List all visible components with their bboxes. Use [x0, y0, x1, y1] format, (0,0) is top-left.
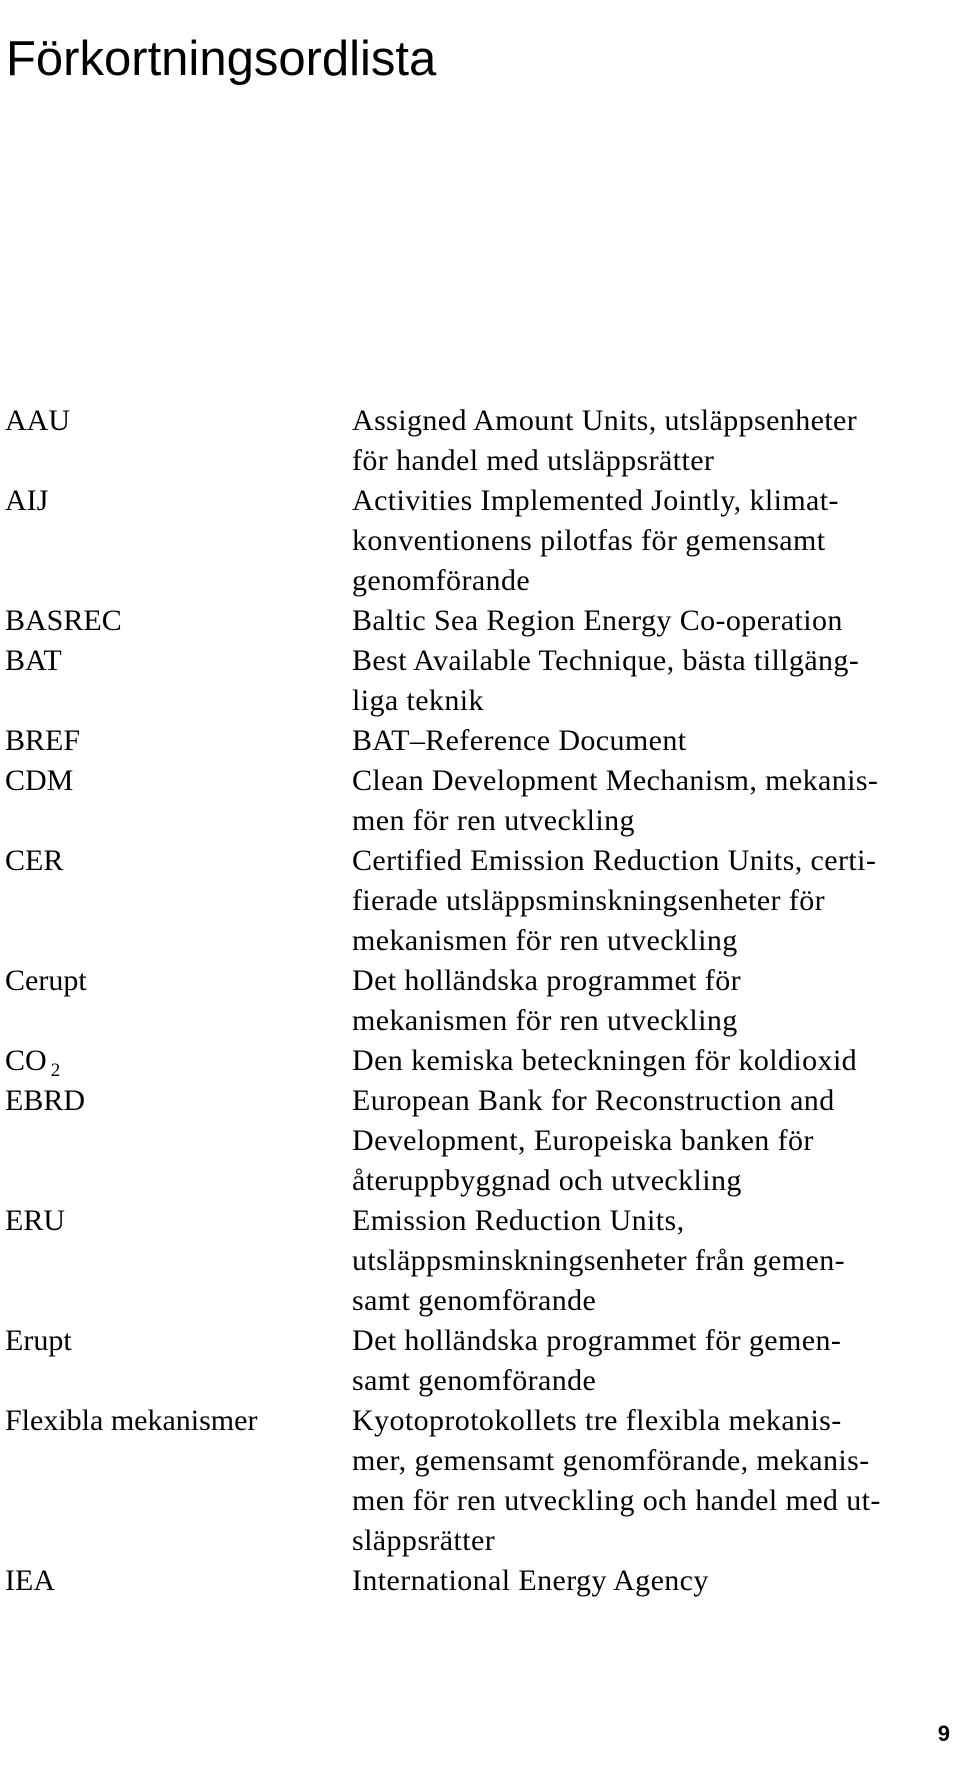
- glossary-definition-line: BAT–Reference Document: [352, 724, 687, 757]
- glossary-term: [5, 1561, 55, 1601]
- glossary-definition-line: Clean Development Mechanism, mekanis-: [352, 764, 879, 797]
- glossary-term: [5, 401, 70, 441]
- glossary-entry: [0, 1201, 960, 1321]
- glossary-definition-line: konventionens pilotfas för gemensamt: [352, 524, 826, 557]
- glossary-term-text: IEA: [5, 1564, 55, 1597]
- glossary-definition-line: men för ren utveckling och handel med ut-: [352, 1484, 881, 1517]
- glossary-definition-line: genomförande: [352, 564, 531, 597]
- glossary-term: [5, 761, 73, 801]
- glossary-definition: [352, 401, 959, 481]
- glossary-definition: [352, 1321, 959, 1401]
- glossary-term: [5, 961, 87, 1001]
- glossary-definition-line: fierade utsläppsminskningsenheter för: [352, 884, 826, 917]
- glossary-entry: [0, 1561, 960, 1601]
- page-title: Förkortningsordlista: [6, 31, 437, 86]
- glossary-term-text: BAT: [5, 644, 62, 677]
- glossary-definition: [352, 961, 959, 1041]
- glossary-term: [5, 1081, 85, 1121]
- glossary-entry: [0, 601, 960, 641]
- glossary-term: [5, 1401, 257, 1441]
- glossary-definition-line: för handel med utsläppsrätter: [352, 444, 715, 477]
- glossary-term-text: Erupt: [5, 1324, 72, 1357]
- glossary-term-text: BASREC: [5, 604, 122, 637]
- glossary-definition-line: European Bank for Reconstruction and: [352, 1084, 835, 1117]
- glossary-definition: [352, 841, 959, 961]
- glossary-definition-line: Baltic Sea Region Energy Co-operation: [352, 604, 843, 637]
- glossary-definition-line: mekanismen för ren utveckling: [352, 924, 738, 957]
- glossary-definition: [352, 721, 959, 761]
- glossary-term: [5, 1201, 65, 1241]
- glossary-definition: [352, 1081, 959, 1201]
- glossary-entry: [0, 1321, 960, 1401]
- glossary-term: [5, 601, 122, 641]
- glossary-definition-line: släppsrätter: [352, 1524, 496, 1557]
- glossary-definition-line: men för ren utveckling: [352, 804, 635, 837]
- glossary-entry: [0, 761, 960, 841]
- glossary-definition-line: Best Available Technique, bästa tillgäng-: [352, 644, 860, 677]
- glossary-definition-line: liga teknik: [352, 684, 484, 717]
- glossary-definition: [352, 641, 959, 721]
- glossary-definition-line: Assigned Amount Units, utsläppsenheter: [352, 404, 858, 437]
- glossary-term-text: AIJ: [5, 484, 49, 517]
- glossary-definition: [352, 481, 959, 601]
- glossary-definition-line: mer, gemensamt genomförande, mekanis-: [352, 1444, 870, 1477]
- glossary-definition-line: mekanismen för ren utveckling: [352, 1004, 738, 1037]
- glossary-term-text: CER: [5, 844, 64, 877]
- glossary-term-text: AAU: [5, 404, 70, 437]
- glossary-term: [5, 721, 80, 761]
- glossary-definition-line: International Energy Agency: [352, 1564, 709, 1597]
- glossary-term-text: Flexibla mekanismer: [5, 1404, 258, 1437]
- glossary-entry: [0, 841, 960, 961]
- glossary-term-text: Cerupt: [5, 964, 87, 997]
- glossary-entry: [0, 1041, 960, 1081]
- glossary-term-subscript: 2: [50, 1060, 61, 1081]
- page-number: 9: [937, 1721, 950, 1746]
- glossary-term: [5, 841, 63, 881]
- glossary-definition-line: Development, Europeiska banken för: [352, 1124, 814, 1157]
- abbreviation-glossary: [0, 401, 960, 1601]
- glossary-term-text: EBRD: [5, 1084, 86, 1117]
- glossary-definition-line: samt genomförande: [352, 1284, 597, 1317]
- glossary-entry: [0, 401, 960, 481]
- glossary-definition: [352, 1561, 959, 1601]
- glossary-definition: [352, 601, 959, 641]
- glossary-definition-line: återuppbyggnad och utveckling: [352, 1164, 742, 1197]
- glossary-term: [5, 481, 48, 521]
- glossary-definition-line: Emission Reduction Units,: [352, 1204, 685, 1237]
- glossary-definition: [352, 1041, 959, 1081]
- glossary-definition-line: utsläppsminskningsenheter från gemen-: [352, 1244, 846, 1277]
- glossary-definition-line: Kyotoprotokollets tre flexibla mekanis-: [352, 1404, 842, 1437]
- glossary-definition-line: Det holländska programmet för gemen-: [352, 1324, 842, 1357]
- glossary-entry: [0, 1081, 960, 1201]
- glossary-term-text: ERU: [5, 1204, 65, 1237]
- glossary-term-text: CO: [5, 1044, 47, 1077]
- glossary-entry: [0, 961, 960, 1041]
- glossary-definition-line: Certified Emission Reduction Units, certi-: [352, 844, 877, 877]
- glossary-definition: [352, 761, 959, 841]
- glossary-definition: [352, 1201, 959, 1321]
- glossary-definition-line: Activities Implemented Jointly, klimat-: [352, 484, 839, 517]
- glossary-term-text: BREF: [5, 724, 81, 757]
- glossary-entry: [0, 481, 960, 601]
- glossary-definition-line: samt genomförande: [352, 1364, 597, 1397]
- glossary-entry: [0, 641, 960, 721]
- glossary-definition: [352, 1401, 959, 1561]
- glossary-entry: [0, 721, 960, 761]
- glossary-term-text: CDM: [5, 764, 74, 797]
- glossary-definition-line: Det holländska programmet för: [352, 964, 741, 997]
- glossary-term: [5, 641, 62, 681]
- glossary-definition-line: Den kemiska beteckningen för koldioxid: [352, 1044, 858, 1077]
- glossary-entry: [0, 1401, 960, 1561]
- glossary-term: [5, 1321, 72, 1361]
